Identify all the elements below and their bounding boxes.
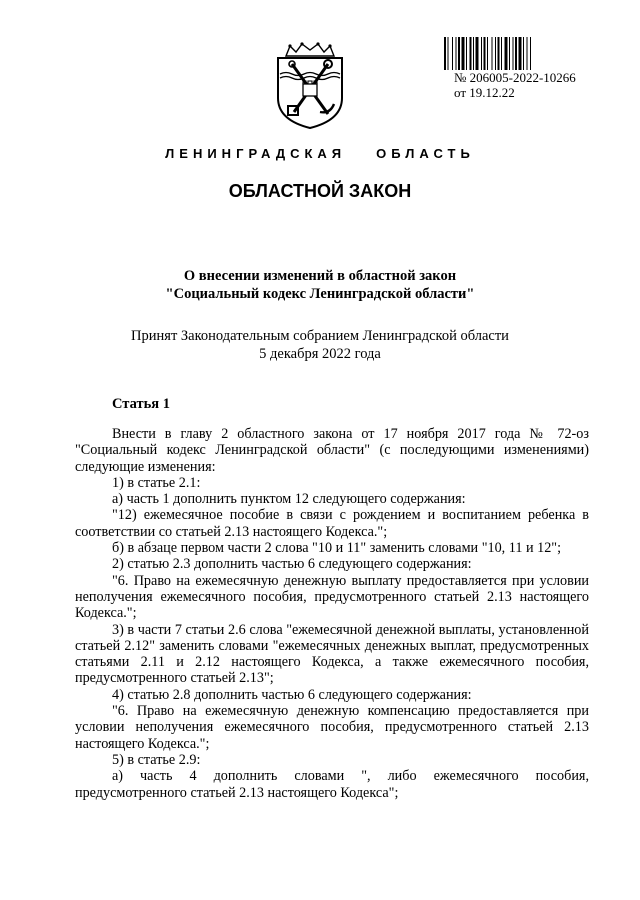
region-name <box>0 146 640 161</box>
article-body <box>75 426 589 801</box>
paragraph: Внести в главу 2 областного закона от 17 ноября 2017 года № 72-оз "Социальный кодекс Ленинградской области" (с последующими изменениями) следующие изменения: <box>75 426 589 475</box>
registration-number: № 206005-2022-10266 <box>454 70 576 85</box>
paragraph: а) часть 4 дополнить словами ", либо ежемесячного пособия, предусмотренного статьей 2.13 настоящего Кодекса"; <box>75 768 589 801</box>
registration-date: от 19.12.22 <box>454 85 515 100</box>
paragraph: 5) в статье 2.9: <box>112 751 201 768</box>
region-word-1: ЛЕНИНГРАДСКАЯ <box>165 146 347 161</box>
law-title <box>0 267 640 303</box>
paragraph: "6. Право на ежемесячную денежную компенсацию предоставляется при условии неполучения ежемесячного пособия, предусмотренного статьей 2.13 настоящего Кодекса."; <box>75 703 589 752</box>
paragraph: 2) статью 2.3 дополнить частью 6 следующего содержания: <box>112 556 472 573</box>
adoption-note <box>0 327 640 363</box>
paragraph: 4) статью 2.8 дополнить частью 6 следующего содержания: <box>112 686 472 703</box>
paragraph: 3) в части 7 статьи 2.6 слова "ежемесячной денежной выплаты, установленной статьей 2.12" заменить словами "ежемесячных денежных выплат, предусмотренных статьями 2.11 и 2.12 настоящего Кодекса, а также ежемесячного пособия, предусмотренного статьей 2.13"; <box>75 621 589 687</box>
region-word-2: ОБЛАСТЬ <box>376 146 475 161</box>
adoption-note-line-2: 5 декабря 2022 года <box>259 346 381 362</box>
registration-info <box>454 70 576 100</box>
paragraph: б) в абзаце первом части 2 слова "10 и 11" заменить словами "10, 11 и 12"; <box>112 540 562 557</box>
article-heading: Статья 1 <box>112 396 170 412</box>
barcode-icon <box>444 37 594 70</box>
paragraph: 1) в статье 2.1: <box>112 474 201 491</box>
paragraph: "6. Право на ежемесячную денежную выплату предоставляется при условии неполучения ежемесячного пособия, предусмотренного статьей 2.13 настоящего Кодекса."; <box>75 572 589 622</box>
law-title-line-1: О внесении изменений в областной закон <box>183 268 457 284</box>
law-title-line-2: "Социальный кодекс Ленинградской области" <box>165 286 475 302</box>
document-type: ОБЛАСТНОЙ ЗАКОН <box>228 181 412 201</box>
paragraph: "12) ежемесячное пособие в связи с рождением и воспитанием ребенка в соответствии со статьей 2.13 настоящего Кодекса."; <box>75 507 589 540</box>
adoption-note-line-1: Принят Законодательным собранием Ленинградской области <box>131 328 509 344</box>
paragraph: а) часть 1 дополнить пунктом 12 следующего содержания: <box>112 491 466 508</box>
coat-of-arms-icon <box>272 42 348 130</box>
